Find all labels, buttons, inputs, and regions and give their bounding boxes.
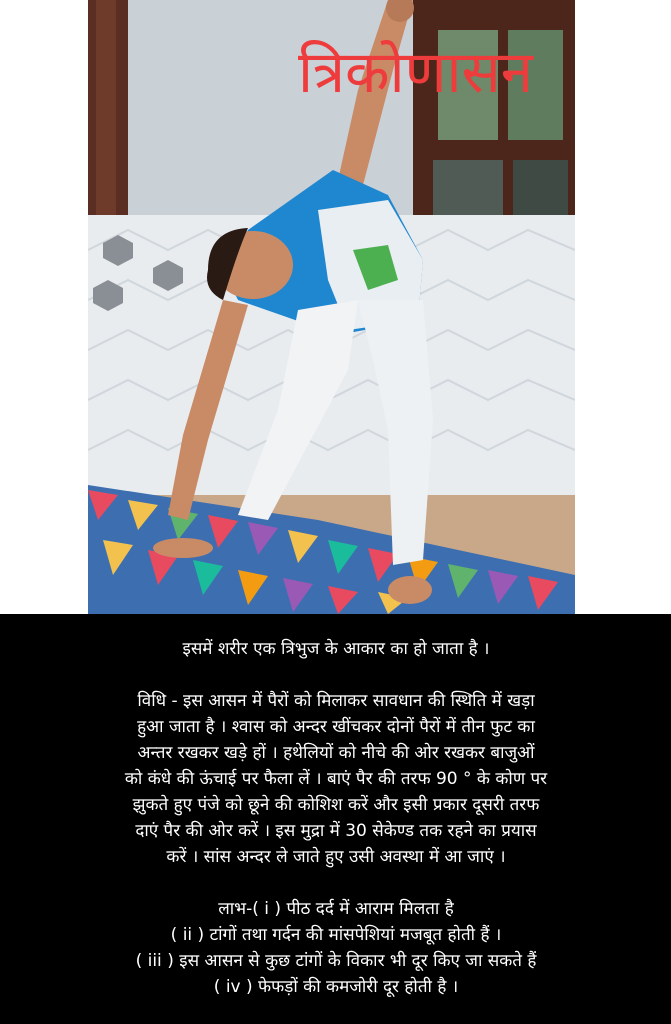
method-line: करें । सांस अन्दर ले जाते हुए उसी अवस्था में आ जाएं । <box>166 847 506 867</box>
method-line: विधि - इस आसन में पैरों को मिलाकर सावधान की स्थिति में खड़ा <box>137 691 535 711</box>
benefit-line: ( iv ) फेफड़ों की कमजोरी दूर होती है । <box>213 977 459 997</box>
benefit-line: ( iii ) इस आसन से कुछ टांगों के विकार भी दूर किए जा सकते हैं <box>135 951 537 971</box>
page-title: त्रिकोणासन <box>298 38 533 106</box>
benefit-line: ( ii ) टांगों तथा गर्दन की मांसपेशियां मजबूत होती हैं । <box>170 925 502 945</box>
description-text <box>86 636 586 1000</box>
benefit-line: लाभ-( i ) पीठ दर्द में आराम मिलता है <box>218 899 454 919</box>
description-panel <box>0 614 671 1024</box>
method-line: अन्तर रखकर खड़े हों । हथेलियों को नीचे की ओर रखकर बाजुओं <box>137 743 535 763</box>
method-line: झुकते हुए पंजे को छूने की कोशिश करें और इसी प्रकार दूसरी तरफ <box>132 795 540 815</box>
method-line: को कंधे की ऊंचाई पर फैला लें । बाएं पैर की तरफ 90 ° के कोण पर <box>124 769 548 789</box>
intro-text: इसमें शरीर एक त्रिभुज के आकार का हो जाता है । <box>182 639 490 659</box>
method-line: दाएं पैर की ओर करें । इस मुद्रा में 30 सेकेण्ड तक रहने का प्रयास <box>135 821 537 841</box>
method-line: हुआ जाता है । श्वास को अन्दर खींचकर दोनों पैरों में तीन फुट का <box>137 717 535 737</box>
